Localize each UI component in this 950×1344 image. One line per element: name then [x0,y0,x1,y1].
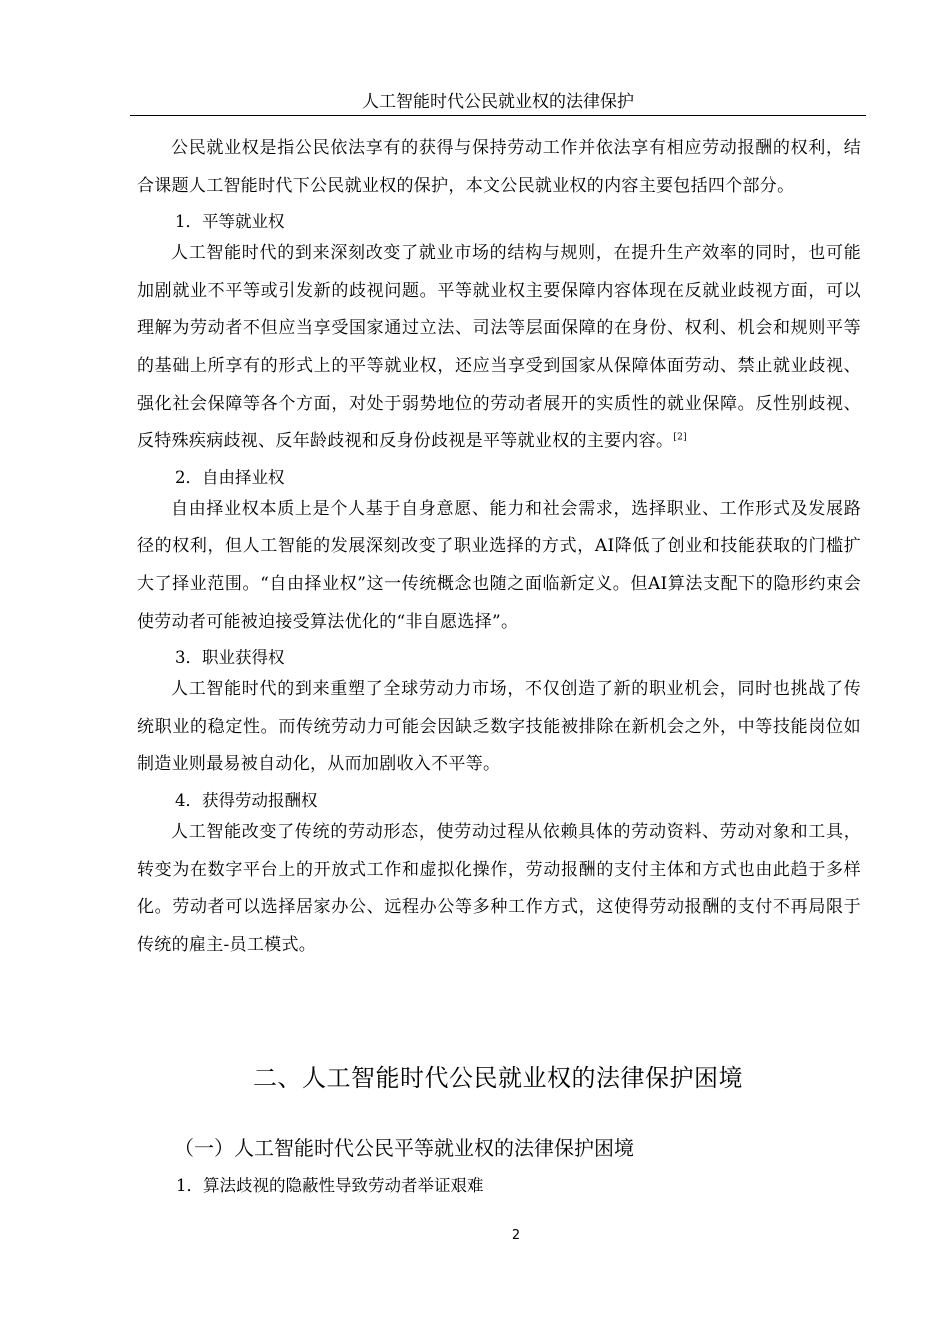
subsection-title: 算法歧视的隐蔽性导致劳动者举证艰难 [203,1176,484,1195]
section-1-title: 平等就业权 [202,212,285,232]
section-1-paragraph [137,235,861,461]
section-2-heading [137,465,861,491]
page-header-title: 人工智能时代公民就业权的法律保护 [362,92,634,112]
section-4-number: 4． [175,790,202,810]
section-2-number: 2． [175,467,202,487]
citation-mark: [2] [673,432,687,443]
subsection-heading [176,1173,484,1199]
subsection-number: 1． [176,1176,203,1195]
page-content [137,130,861,964]
section-heading: （一）人工智能时代公民平等就业权的法律保护困境 [174,1136,634,1160]
section-3-heading [137,645,861,671]
section-4-paragraph: 人工智能改变了传统的劳动形态，使劳动过程从依赖具体的劳动资料、劳动对象和工具，转变为在数字平台上的开放式工作和虚拟化操作，劳动报酬的支付主体和方式也由此趋于多样化。劳动者可以选择居家办公、远程办公等多种工作方式，这使得劳动报酬的支付不再局限于传统的雇主-员工模式。 [137,821,861,955]
section-2-paragraph: 自由择业权本质上是个人基于自身意愿、能力和社会需求，选择职业、工作形式及发展路径的权利，但人工智能的发展深刻改变了职业选择的方式，AI降低了创业和技能获取的门槛扩大了择业范围。“自由择业权”这一传统概念也随之面临新定义。但AI算法支配下的隐形约束会使劳动者可能被迫接受算法优化的“非自愿选择”。 [137,498,861,632]
section-4-title: 获得劳动报酬权 [202,790,318,810]
page-number: 2 [511,1228,521,1243]
chapter-heading: 二、人工智能时代公民就业权的法律保护困境 [253,1064,743,1092]
section-4-heading [137,788,861,814]
section-1-number: 1． [175,212,202,232]
section-3-title: 职业获得权 [202,648,285,668]
section-1-text: 人工智能时代的到来深刻改变了就业市场的结构与规则，在提升生产效率的同时，也可能加剧就业不平等或引发新的歧视问题。平等就业权主要保障内容体现在反就业歧视方面，可以理解为劳动者不但应当享受国家通过立法、司法等层面保障的在身份、权利、机会和规则平等的基础上所享有的形式上的平等就业权，还应当享受到国家从保障体面劳动、禁止就业歧视、强化社会保障等各个方面，对处于弱势地位的劳动者展开的实质性的就业保障。反性别歧视、反特殊疾病歧视、反年龄歧视和反身份歧视是平等就业权的主要内容。 [137,243,861,452]
intro-paragraph: 公民就业权是指公民依法享有的获得与保持劳动工作并依法享有相应劳动报酬的权利，结合课题人工智能时代下公民就业权的保护，本文公民就业权的内容主要包括四个部分。 [137,138,861,196]
header-divider [130,115,866,116]
section-2-title: 自由择业权 [202,467,285,487]
section-3-number: 3． [175,648,202,668]
section-3-paragraph: 人工智能时代的到来重塑了全球劳动力市场，不仅创造了新的职业机会，同时也挑战了传统职业的稳定性。而传统劳动力可能会因缺乏数字技能被排除在新机会之外，中等技能岗位如制造业则最易被自动化，从而加剧收入不平等。 [137,679,861,775]
section-1-heading [137,209,861,235]
